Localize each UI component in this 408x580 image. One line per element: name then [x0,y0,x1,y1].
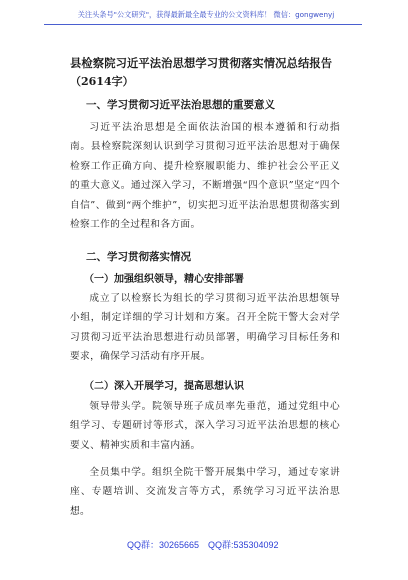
section2-heading: 二、学习贯彻落实情况 [86,251,191,263]
subsection2-paragraph1: 领导带头学。院领导班子成员率先垂范，通过党组中心组学习、专题研讨等形式，深入学习习近平法治思想的核心要义、精神实质和丰富内涵。 [70,401,340,451]
header-banner: 关注头条号"公文研究"，获得最新最全最专业的公文资料库！ 微信：gongwenyj [77,10,335,19]
header-rule [44,24,362,25]
footer-qq-left: QQ群：30265665 [127,540,200,550]
subsection1-heading: （一）加强组织领导，精心安排部署 [84,274,244,285]
footer-qq-right: QQ群:535304092 [208,540,279,550]
subsection2-heading: （二）深入开展学习，提高思想认识 [84,381,244,392]
document-title: 县检察院习近平法治思想学习贯彻落实情况总结报告 [70,56,333,70]
subsection1-paragraph: 成立了以检察长为组长的学习贯彻习近平法治思想领导小组，制定详细的学习计划和方案。召开全院干警大会对学习贯彻习近平法治思想进行动员部署，明确学习目标任务和要求，确保学习活动有序开展。 [70,293,340,363]
section1-heading: 一、学习贯彻习近平法治思想的重要意义 [86,99,275,111]
subsection2-paragraph2: 全员集中学。组织全院干警开展集中学习，通过专家讲座、专题培训、交流发言等方式，系统学习习近平法治思想。 [70,467,340,517]
section1-paragraph: 习近平法治思想是全面依法治国的根本遵循和行动指南。县检察院深刻认识到学习贯彻习近平法治思想对于确保检察工作正确方向、提升检察履职能力、维护社会公平正义的重大意义。通过深入学习，不断增强“四个意识”坚定“四个自信”、做到“两个维护”，切实把习近平法治思想贯彻落实到检察工作的全过程和各方面。 [70,122,340,231]
document-subtitle: （2614字） [70,75,134,88]
